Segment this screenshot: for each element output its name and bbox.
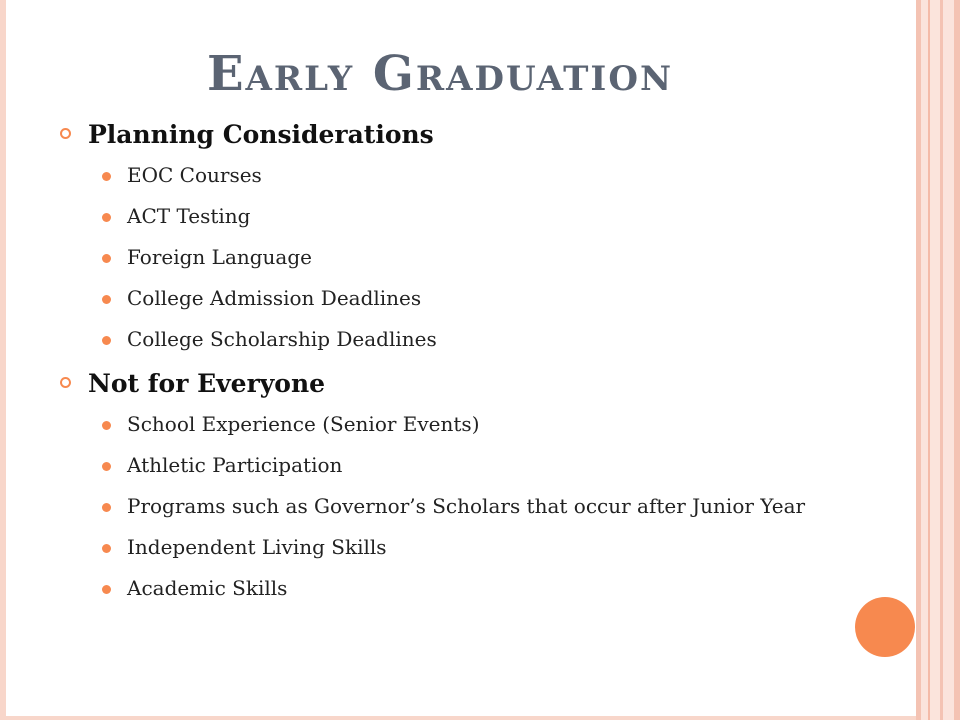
list-item-text: Academic Skills: [127, 576, 288, 600]
list-item-text: School Experience (Senior Events): [127, 412, 480, 436]
list-item-text: College Admission Deadlines: [127, 286, 422, 310]
list-item: [60, 409, 850, 439]
section-heading-text: Planning Considerations: [88, 120, 434, 149]
right-decorative-border: [916, 0, 960, 720]
dot-bullet-icon: [102, 172, 111, 181]
slide-title: Early Graduation: [206, 46, 674, 102]
list-item-text: College Scholarship Deadlines: [127, 327, 437, 351]
bottom-border-line: [0, 716, 916, 720]
list-item: [60, 573, 850, 603]
list-item-text: ACT Testing: [127, 204, 251, 228]
dot-bullet-icon: [102, 336, 111, 345]
section-heading: [60, 365, 850, 403]
slide-content: [60, 110, 850, 614]
list-item: [60, 532, 850, 562]
list-item-text: Independent Living Skills: [127, 535, 387, 559]
dot-bullet-icon: [102, 585, 111, 594]
list-item: [60, 242, 850, 272]
list-item-text: EOC Courses: [127, 163, 262, 187]
list-item: [60, 201, 850, 231]
list-item-text: Foreign Language: [127, 245, 312, 269]
ring-bullet-icon: [60, 128, 71, 139]
dot-bullet-icon: [102, 254, 111, 263]
dot-bullet-icon: [102, 213, 111, 222]
list-item: [60, 324, 850, 354]
dot-bullet-icon: [102, 421, 111, 430]
dot-bullet-icon: [102, 503, 111, 512]
orange-circle-decoration: [855, 597, 915, 657]
left-border-line: [0, 0, 6, 720]
list-item-text: Programs such as Governor’s Scholars that occur after Junior Year: [127, 494, 806, 518]
list-item: [60, 160, 850, 190]
list-item: [60, 450, 850, 480]
section-heading: [60, 116, 850, 154]
list-item-text: Athletic Participation: [127, 453, 343, 477]
section-heading-text: Not for Everyone: [88, 369, 326, 398]
dot-bullet-icon: [102, 295, 111, 304]
list-item: [60, 491, 850, 521]
ring-bullet-icon: [60, 377, 71, 388]
list-item: [60, 283, 850, 313]
dot-bullet-icon: [102, 544, 111, 553]
dot-bullet-icon: [102, 462, 111, 471]
